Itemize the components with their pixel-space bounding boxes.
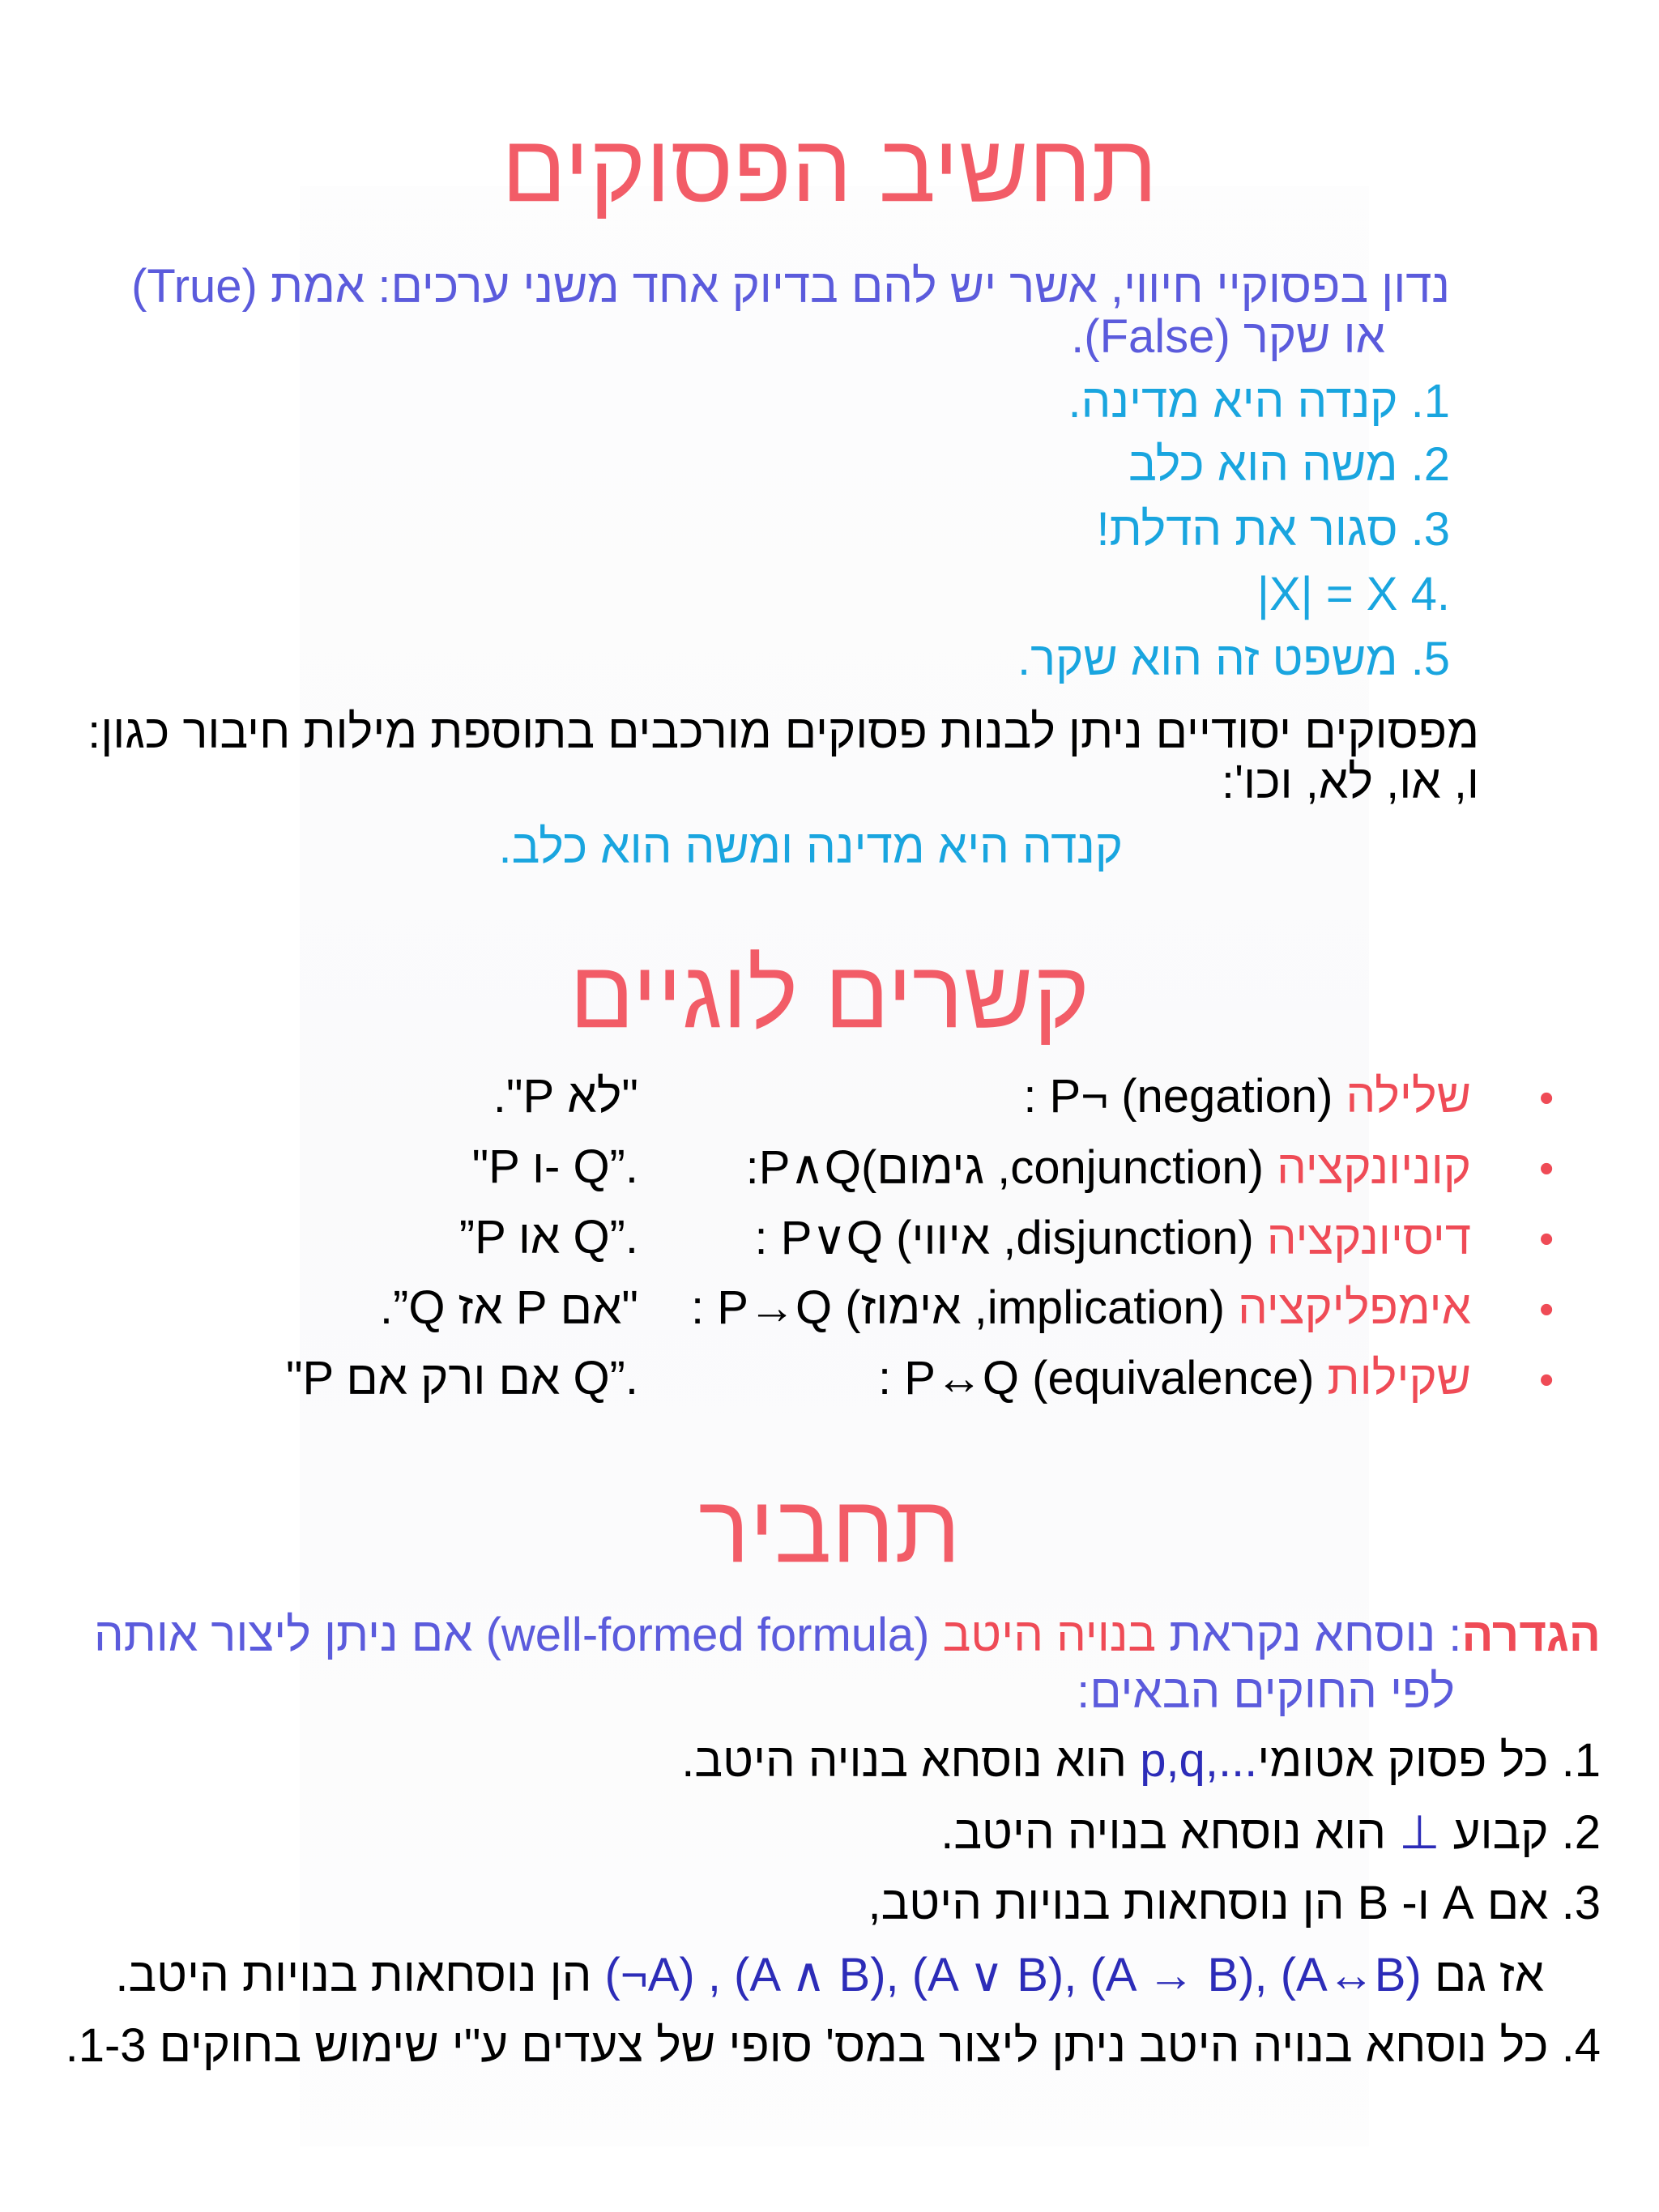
rule-number: 1. <box>1561 1734 1601 1787</box>
connective-desc: (implication, אימוז) <box>832 1281 1239 1334</box>
rule-item <box>66 2018 1601 2073</box>
connective-name: שקילות <box>1327 1352 1471 1404</box>
connective-sep: : <box>691 1281 718 1334</box>
bullet: • <box>1539 1216 1555 1263</box>
section1-title: תחשיב הפסוקים <box>501 115 1158 222</box>
example-number: 5. <box>1410 633 1450 685</box>
rule-math: A <box>1442 1877 1474 1929</box>
connective-name: דיסיונקציה <box>1266 1212 1471 1264</box>
rule-number: 3. <box>1561 1877 1601 1929</box>
connective-definition <box>878 1351 1471 1405</box>
rule-text: הוא נוסחא בנויה היטב. <box>940 1806 1400 1859</box>
example-text: משה הוא כלב <box>1128 438 1398 491</box>
rule-math: ...,p,q <box>1140 1734 1258 1787</box>
compound-line1: מפסוקים יסודיים ניתן לבנות פסוקים מורכבים בתוספת מילות חיבור כגון: <box>87 705 1479 758</box>
connective-name: אימפליקציה <box>1238 1281 1471 1334</box>
section3-title: תחביר <box>698 1476 961 1583</box>
definition-label: הגדרה <box>1461 1609 1601 1661</box>
rule-number: 2. <box>1561 1806 1601 1859</box>
connective-reading: "P אם ורק אם Q”. <box>285 1352 638 1404</box>
rule-text: אז גם <box>1421 1949 1544 2001</box>
rule-math: ⊥ <box>1399 1806 1440 1859</box>
bullet: • <box>1539 1145 1555 1192</box>
connective-definition <box>746 1140 1471 1195</box>
definition-line2: לפי החוקים הבאים: <box>1077 1665 1455 1718</box>
intro-line2: או שקר (False). <box>1071 310 1385 363</box>
example-text: סגור את הדלת! <box>1096 503 1398 556</box>
connective-reading: "אם P אז Q”. <box>379 1281 638 1334</box>
example-item <box>1096 502 1450 556</box>
connective-definition <box>755 1210 1471 1265</box>
rule-number: 4. <box>1561 2019 1601 2072</box>
section2-title: קשרים לוגיים <box>569 941 1090 1048</box>
rule3-continuation <box>115 1947 1544 2002</box>
connective-sep: : <box>878 1352 905 1404</box>
connective-sep: : <box>745 1141 759 1194</box>
connective-desc: (negation) <box>1108 1070 1346 1123</box>
compound-line2: ו, או, לא, וכו': <box>1221 756 1479 808</box>
connective-definition <box>691 1281 1471 1335</box>
example-number: 2. <box>1410 438 1450 491</box>
rule-text: ו- B הן נוסחאות בנויות היטב, <box>868 1877 1443 1929</box>
connective-sep: : <box>1023 1070 1050 1123</box>
definition-line1 <box>94 1608 1601 1662</box>
rule-item <box>940 1805 1601 1860</box>
example-number: 1. <box>1410 375 1450 428</box>
rule-text: הן נוסחאות בנויות היטב. <box>115 1949 605 2001</box>
connective-reading: "P ו- Q”. <box>471 1140 638 1193</box>
example-item <box>1068 374 1450 428</box>
rule-text: כל נוסחא בנויה היטב ניתן ליצור במס' סופי של צעדים ע"י שימוש בחוקים 1-3. <box>65 2019 1549 2072</box>
rule-item <box>681 1733 1601 1788</box>
example-number: 3. <box>1410 503 1450 556</box>
connective-formula: P↔Q <box>904 1352 1020 1404</box>
connective-formula: P→Q <box>717 1281 833 1334</box>
example-item <box>1128 437 1450 492</box>
connective-formula: P∧Q <box>758 1141 862 1194</box>
bullet: • <box>1539 1286 1555 1333</box>
rule-text: כל פסוק אטומי <box>1257 1734 1549 1787</box>
bullet: • <box>1539 1357 1555 1404</box>
definition-term: בנויה היטב <box>942 1609 1157 1661</box>
connective-name: שלילה <box>1346 1070 1471 1123</box>
connective-formula: P∨Q <box>780 1212 884 1264</box>
rule-math: (¬A) , (A ∧ B), (A ∨ B), (A → B), (A↔B) <box>604 1949 1422 2001</box>
rule-text: אם <box>1473 1877 1549 1929</box>
connective-desc: (conjunction, גימום) <box>861 1141 1277 1194</box>
bullet: • <box>1539 1075 1555 1122</box>
example-text: |X| = X <box>1256 568 1398 620</box>
connective-definition <box>1023 1069 1471 1123</box>
example-number: 4. <box>1410 568 1450 620</box>
rule-text: קבוע <box>1439 1806 1549 1859</box>
example-text: קנדה היא מדינה. <box>1068 375 1398 428</box>
example-item <box>1257 567 1450 621</box>
connective-reading: ”P או Q”. <box>458 1211 638 1264</box>
intro-line1: נדון בפסוקיי חיווי, אשר יש להם בדיוק אחד משני ערכים: אמת (True) <box>131 260 1450 313</box>
rule-text: הוא נוסחא בנויה היטב. <box>681 1734 1141 1787</box>
definition-text: (well-formed formula) אם ניתן ליצור אותה <box>93 1609 943 1661</box>
example-text: משפט זה הוא שקר. <box>1017 633 1398 685</box>
connective-desc: (disjunction, איווי) <box>883 1212 1267 1264</box>
connective-name: קוניונקציה <box>1277 1141 1471 1194</box>
example-item <box>1017 632 1450 686</box>
connective-sep: : <box>754 1212 781 1264</box>
connective-reading: "לא P". <box>493 1070 638 1123</box>
definition-text: : נוסחא נקראת <box>1156 1609 1462 1661</box>
connective-formula: ¬P <box>1049 1070 1109 1123</box>
connective-desc: (equivalence) <box>1019 1352 1328 1404</box>
rule-item <box>868 1876 1601 1930</box>
compound-example: קנדה היא מדינה ומשה הוא כלב. <box>498 820 1123 873</box>
